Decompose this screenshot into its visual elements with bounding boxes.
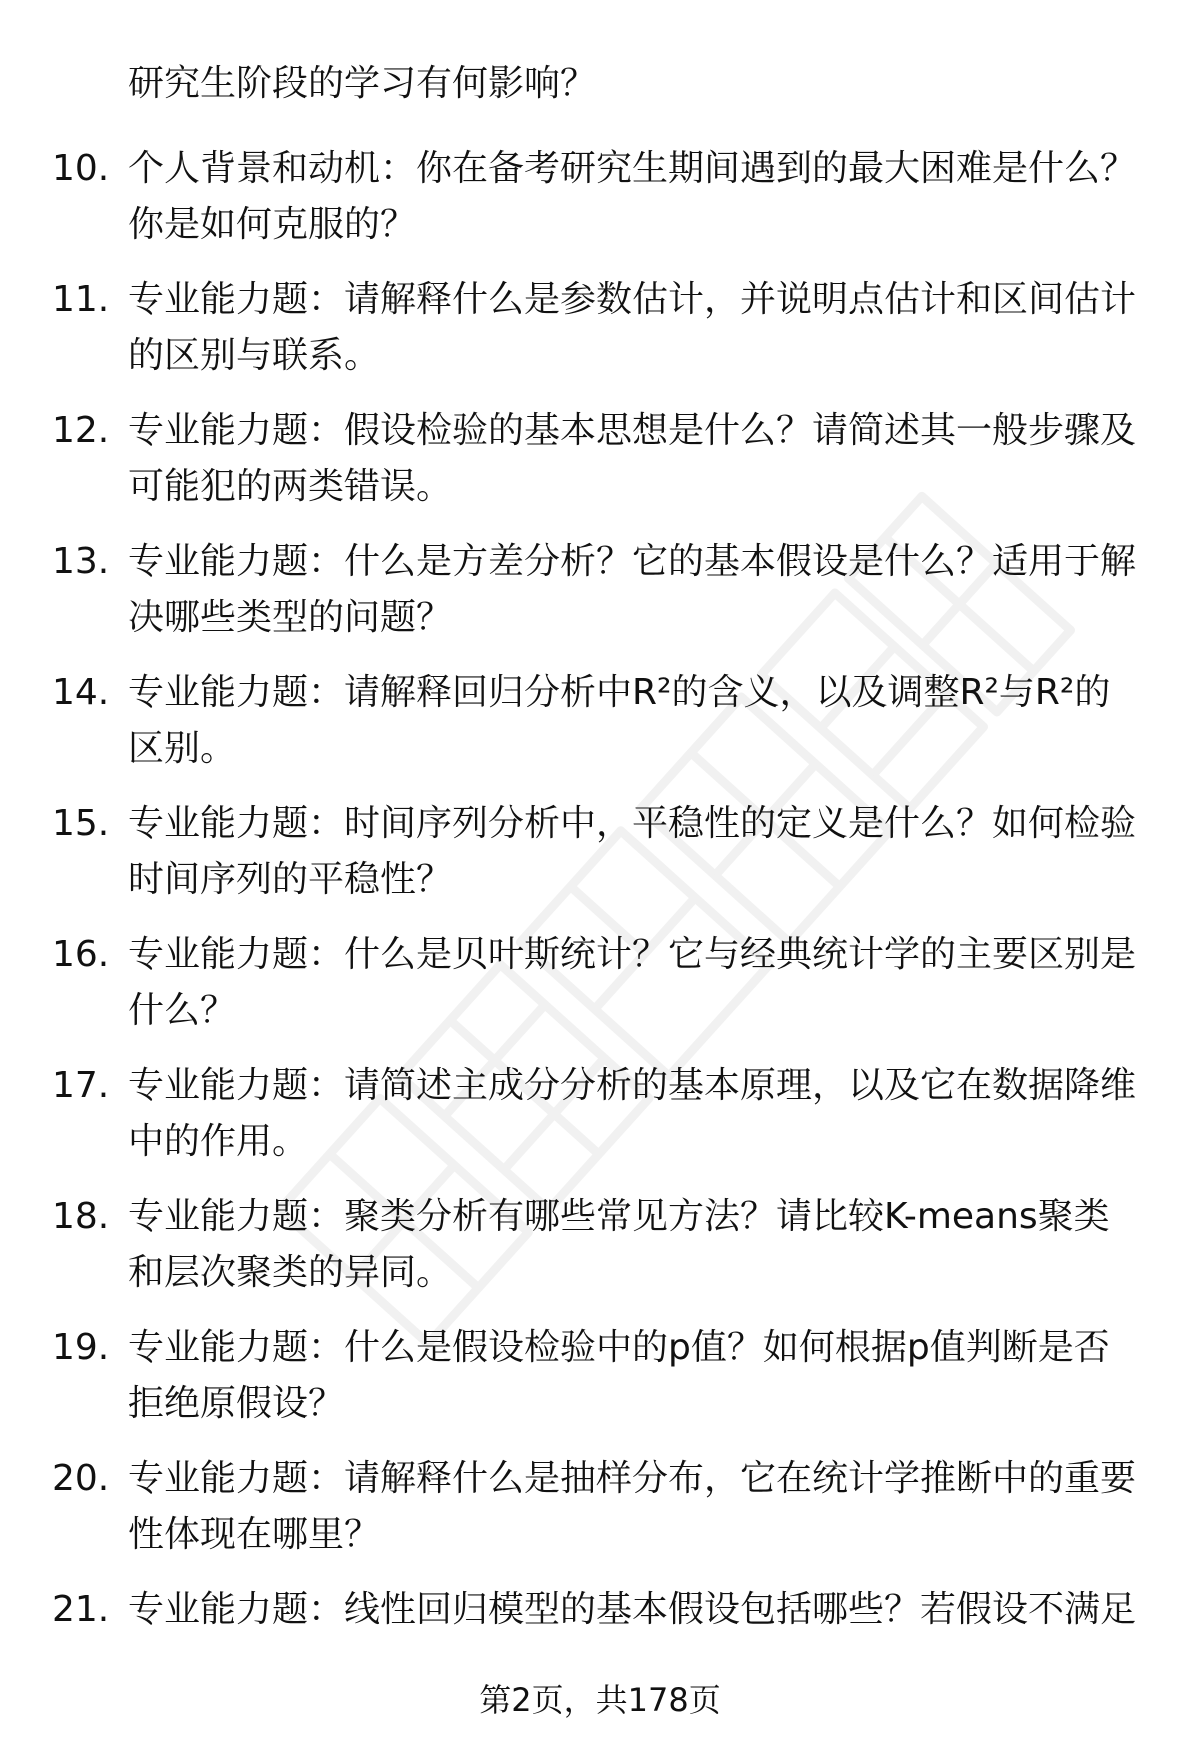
question-text: 个人背景和动机：你在备考研究生期间遇到的最大困难是什么？你是如何克服的？ <box>128 148 1137 245</box>
question-number: 12. <box>52 410 110 451</box>
question-item <box>0 403 1200 534</box>
question-text: 专业能力题：什么是贝叶斯统计？它与经典统计学的主要区别是什么？ <box>128 934 1137 1031</box>
question-number: 13. <box>52 541 110 582</box>
question-item <box>0 665 1200 796</box>
question-number: 16. <box>52 934 110 975</box>
question-item <box>0 272 1200 403</box>
question-item <box>0 1320 1200 1451</box>
question-item <box>0 1451 1200 1582</box>
page-footer: 第2页，共178页 <box>479 1681 721 1719</box>
question-number: 10. <box>52 148 110 189</box>
question-text: 专业能力题：什么是方差分析？它的基本假设是什么？适用于解决哪些类型的问题？ <box>128 541 1137 638</box>
question-text: 专业能力题：聚类分析有哪些常见方法？请比较K-means聚类和层次聚类的异同。 <box>128 1196 1110 1293</box>
question-item <box>0 927 1200 1058</box>
question-item <box>0 141 1200 272</box>
question-text: 专业能力题：假设检验的基本思想是什么？请简述其一般步骤及可能犯的两类错误。 <box>128 410 1137 507</box>
question-number: 17. <box>52 1065 110 1106</box>
question-number: 14. <box>52 672 110 713</box>
question-number: 18. <box>52 1196 110 1237</box>
question-text: 专业能力题：请解释回归分析中R²的含义，以及调整R²与R²的区别。 <box>128 672 1111 769</box>
question-item <box>0 1058 1200 1189</box>
question-text: 专业能力题：请简述主成分分析的基本原理，以及它在数据降维中的作用。 <box>128 1065 1137 1162</box>
question-text: 专业能力题：时间序列分析中，平稳性的定义是什么？如何检验时间序列的平稳性？ <box>128 803 1137 900</box>
question-list <box>0 141 1200 1713</box>
question-text: 专业能力题：什么是假设检验中的p值？如何根据p值判断是否拒绝原假设？ <box>128 1327 1110 1424</box>
question-item <box>0 796 1200 927</box>
question-number: 19. <box>52 1327 110 1368</box>
question-text: 专业能力题：请解释什么是抽样分布，它在统计学推断中的重要性体现在哪里？ <box>128 1458 1137 1555</box>
continuation-text: 研究生阶段的学习有何影响？ <box>128 63 597 104</box>
question-number: 15. <box>52 803 110 844</box>
question-text: 专业能力题：请解释什么是参数估计，并说明点估计和区间估计的区别与联系。 <box>128 279 1137 376</box>
question-number: 20. <box>52 1458 110 1499</box>
question-text: 专业能力题：线性回归模型的基本假设包括哪些？若假设不满足 <box>128 1589 1137 1630</box>
question-number: 11. <box>52 279 110 320</box>
question-item <box>0 534 1200 665</box>
question-number: 21. <box>52 1589 110 1630</box>
question-item <box>0 1189 1200 1320</box>
